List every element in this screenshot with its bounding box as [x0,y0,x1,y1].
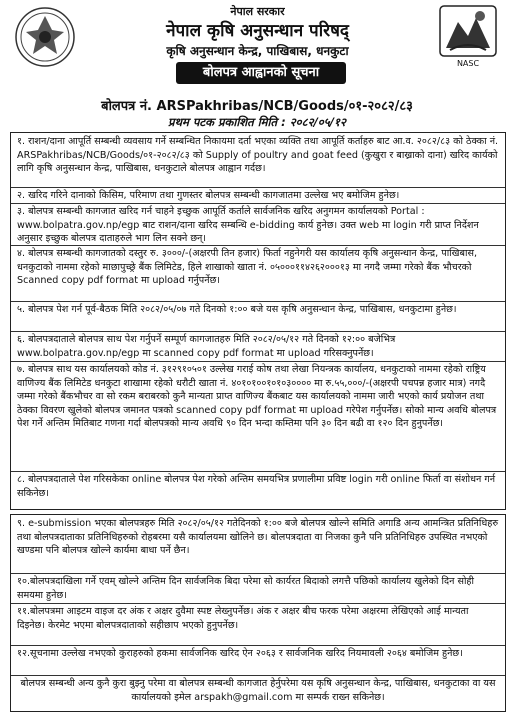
list-item: ८. बोलपत्रदाताले पेश गरिसकेका online बोलपत्र पेश गरेको अन्तिम समयभित्र प्रणालीमा प्रविष्ट login गरी online फिर्ता वा संशोधन गर्न सकिनेछ। [17,474,496,499]
centre-name: कृषि अनुसन्धान केन्द्र, पाखिबास, धनकुटा [166,44,349,58]
notice-box-lower [10,514,506,712]
notice-box-upper [10,132,506,510]
contact-note: बोलपत्र सम्बन्धी अन्य कुनै कुरा बुझ्नु परेमा वा बोलपत्र सम्बन्धी कागजात हेर्नुपरेमा यस कृषि अनुसन्धान केन्द्र, पाखिबास, धनकुटाका वा यस कार्यालयको इमेल arspakh@gmail.com मा सम्पर्क राख्न सकिनेछ। [20,678,496,703]
list-item: ९. e-submission भएका बोलपत्रहरु मिति २०८२/०५/१२ गतेदिनको १:०० बजे बोलपत्र खोल्ने समिति अगाडि अन्य आमन्त्रित प्रतिनिधिहरु तथा बोलपत्रदाताका प्रतिनिधिहरुको रोहबरमा यसै कार्यालयमा खोलिने छ। बोलपत्रदाता वा निजका कुनै पनि प्रतिनिधिहरु उपस्थित नभएको खण्डमा पनि बोलपत्र खोल्ने कार्यमा बाधा पर्ने छैन। [17,518,499,556]
notice-header [0,0,514,100]
list-item: २. खरिद गरिने दानाको किसिम, परिमाण तथा गुणस्तर बोलपत्र सम्बन्धी कागजातमा उल्लेख भए बमोजिम हुनेछ। [17,190,400,201]
list-item: १. राशन/दाना आपूर्ति सम्बन्धी व्यवसाय गर्ने सम्बन्धित निकायमा दर्ता भएका व्यक्ति तथा आपूर्ति कर्ताहरु बाट आ.व. २०८२/८३ को ठेक्का नं. ARSPakhribas/NCB/Goods/०१-२०८२/८३ को Supply of poultry and goat feed (कुखुरा र बाख्राको दाना) खरिद कार्यको लागि कृषि अनुसन्धान केन्द्र, पाखिबास, धनकुटाले बोलपत्र आह्वान गर्दछ। [17,136,499,174]
list-item: १०.बोलपत्रदाखिला गर्ने एवम् खोल्ने अन्तिम दिन सार्वजनिक बिदा परेमा सो कार्यरत बिदाको लगत्तै पछिको कार्यालय खुलेको दिन सोही समयमा हुनेछ। [17,576,475,601]
list-item: ५. बोलपत्र पेश गर्न पूर्व-बैठक मिति २०८२/०५/०७ गते दिनको १:०० बजे यस कृषि अनुसन्धान केन्द्र, पाखिबास, धनकुटामा हुनेछ। [17,304,457,315]
council-name: नेपाल कृषि अनुसन्धान परिषद् [166,21,349,41]
tender-number: बोलपत्र नं. ARSPakhribas/NCB/Goods/०१-२०८२/८३ [101,99,413,114]
publication-date: प्रथम पटक प्रकाशित मिति : २०८२/०५/१२ [168,115,346,129]
government-label: नेपाल सरकार [230,5,285,18]
list-item: १२.सूचनामा उल्लेख नभएको कुराहरुको हकमा सार्वजनिक खरिद ऐन २०६३ र सार्वजनिक खरिद नियमावली २०६४ बमोजिम हुनेछ। [17,648,463,659]
list-item: ६. बोलपत्रदाताले बोलपत्र साथ पेश गर्नुपर्ने सम्पूर्ण कागजातहरु मिति २०८२/०५/१२ गते दिनको १२:०० बजेभित्र www.bolpatra.gov.np/egp मा scanned copy pdf format मा upload गरिसक्नुपर्नेछ। [17,334,396,359]
narc-logo-text: NASC [456,59,480,68]
list-item: ११.बोलपत्रमा आइटम वाइज दर अंक र अक्षर दुवैमा स्पष्ट लेख्नुपर्नेछ। अंक र अक्षर बीच फरक परेमा अक्षरमा लेखिएको आई मान्यता दिइनेछ। केरमेट भएमा बोलपत्रदाताको सहीछाप भएको हुनुपर्नेछ। [17,606,469,631]
list-item: ७. बोलपत्र साथ यस कार्यालयको कोड नं. ३१२९१०५०१ उल्लेख गराई कोष तथा लेखा नियन्त्रक कार्यालय, धनकुटाको नाममा रहेको राष्ट्रिय वाणिज्य बैंक लिमिटेड धनकुटा शाखामा रहेको धरौटी खाता नं. ४०१०१००१०१०३०००० मा रु.५५,०००/-(अक्षरपी पचपन्न हजार मात्र) नगदै जम्मा गरेको बैंकभौचर वा सो रकम बराबरको कुनै मान्यता प्राप्त वाणिज्य बैंकबाट यस कार्यालयको नाममा जारी भएको कार्य प्रयोजन तथा ठेक्का विवरण खुलेको बोलपत्र जमानत पत्रको scanned copy pdf format मा upload गरेपेश गर्नुपर्नेछ। सोको मान्य अवधि बोलपत्र पेश गर्ने अन्तिम मितिबाट गणना गर्दा बोलपत्रको मान्य अवधि ९० दिन भन्दा कम्तिमा पनि ३० दिन बढी वा १२० दिन हुनुपर्नेछ। [17,364,497,429]
nepal-emblem-icon [14,6,76,68]
notice-banner: बोलपत्र आह्वानको सूचना [176,62,346,84]
list-item: ४. बोलपत्र सम्बन्धी कागजातको दस्तुर रु. ३०००/-(अक्षरपी तिन हजार) फिर्ता नहुनेगरी यस कार्यालय कृषि अनुसन्धान केन्द्र, पाखिबास, धनकुटाको नाममा रहेको माछापुच्छ्रे बैंक लिमिटेड, हिले शाखाको खाता नं. ०५०००११४२६२०००१३ मा नगदै जम्मा गरेको बैंक भौचरको Scanned copy pdf format मा upload गर्नुपर्नेछ। [17,248,478,286]
narc-logo-icon [438,4,498,70]
list-item: ३. बोलपत्र सम्बन्धी कागजात खरिद गर्न चाहने इच्छुक आपूर्ति कर्ताले सार्वजनिक खरिद अनुगमन कार्यालयको Portal : www.bolpatra.gov.np/egp बाट राशन/दाना खरिद सम्बन्धि e-bidding कार्य हुनेछ। उक्त web मा login गरी प्राप्त निर्देशन अनुसार इच्छुक बोलपत्र दाताहरुले भाग लिन सक्ने छन्। [17,206,479,244]
